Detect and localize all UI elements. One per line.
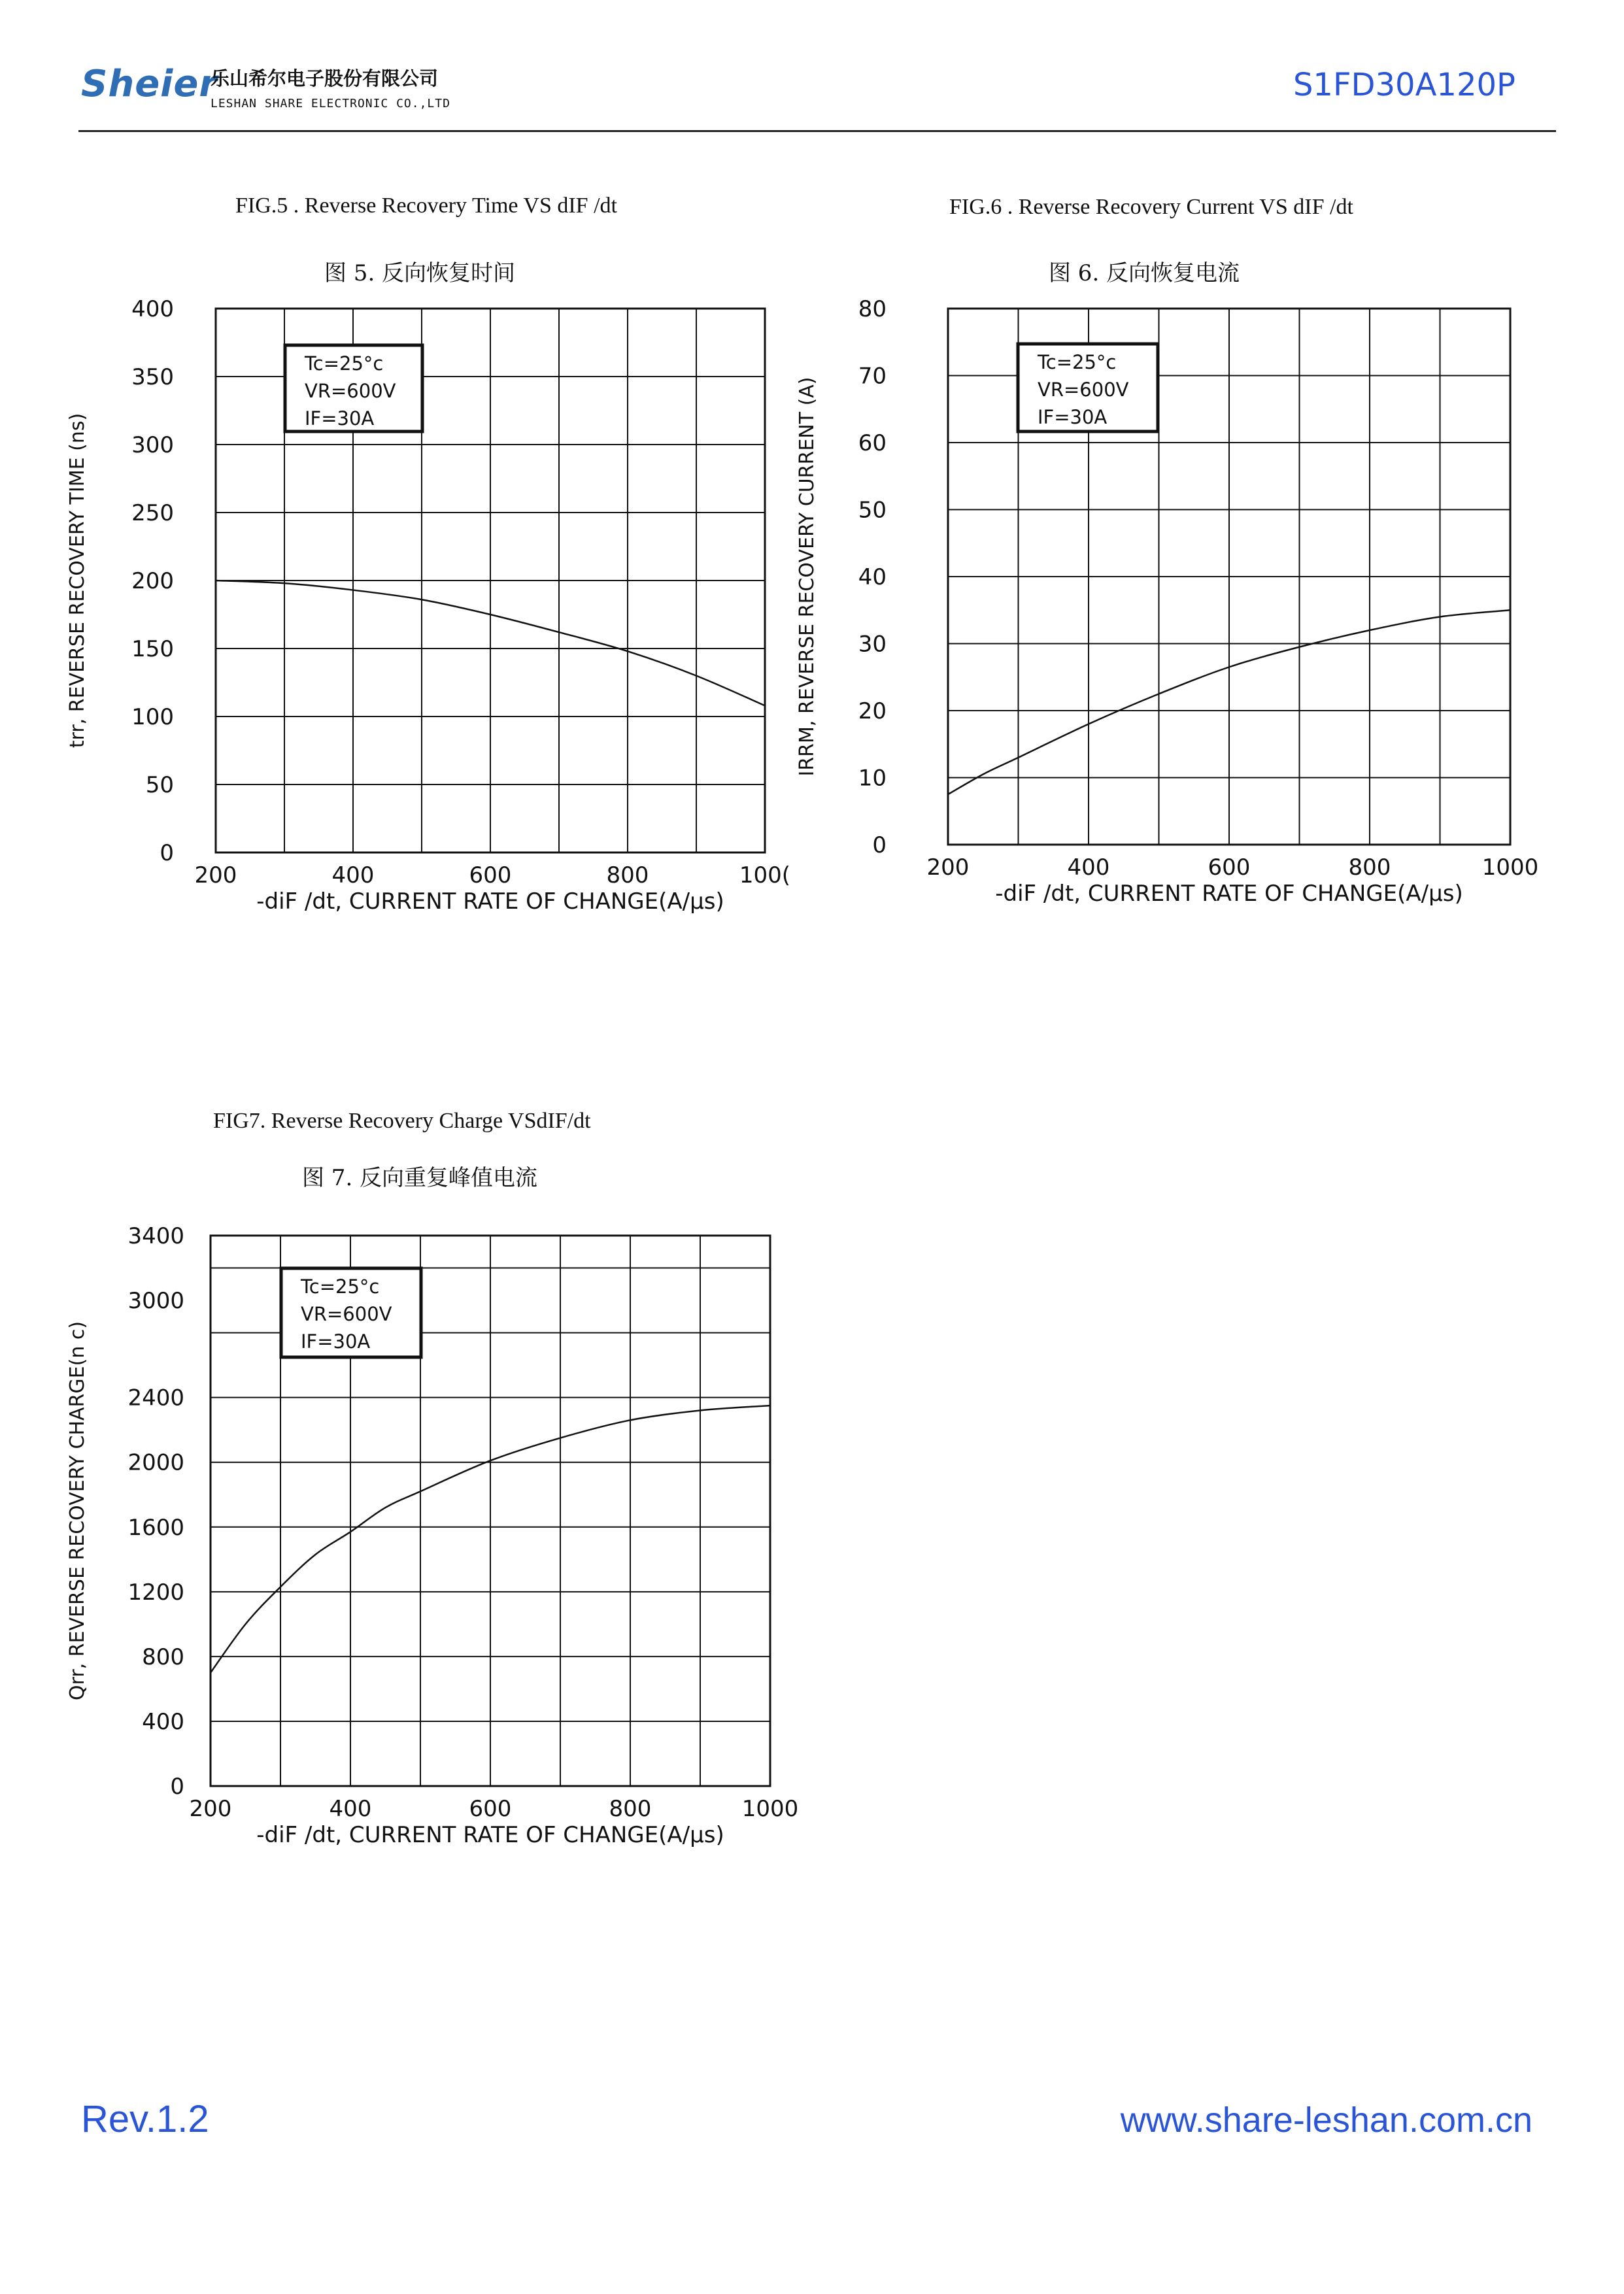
company-name-cn: 乐山希尔电子股份有限公司 xyxy=(211,67,439,90)
y-tick-label: 20 xyxy=(858,698,887,724)
y-tick-label: 30 xyxy=(858,631,887,658)
y-tick-label: 2000 xyxy=(127,1449,184,1476)
y-tick-label: 250 xyxy=(131,500,174,526)
x-tick-label: 1000 xyxy=(1481,854,1539,881)
y-tick-label: 40 xyxy=(858,564,887,590)
x-tick-label: 800 xyxy=(1348,854,1391,881)
x-tick-label: 800 xyxy=(606,862,649,888)
chart-fig5 xyxy=(66,296,790,915)
x-tick-label: 400 xyxy=(331,862,375,888)
y-tick-label: 400 xyxy=(131,296,174,322)
y-tick-label: 800 xyxy=(142,1644,184,1670)
x-tick-label: 200 xyxy=(194,862,237,888)
y-axis-label: trr, REVERSE RECOVERY TIME (ns) xyxy=(66,413,89,749)
condition-label: VR=600V xyxy=(1038,379,1129,401)
company-logo: Sheier xyxy=(81,63,218,105)
x-tick-label: 600 xyxy=(469,1796,512,1822)
x-axis-label: -diF /dt, CURRENT RATE OF CHANGE(A/μs) xyxy=(256,1822,724,1848)
x-tick-label: 400 xyxy=(329,1796,372,1822)
x-tick-label: 100( xyxy=(739,862,791,888)
x-tick-label: 200 xyxy=(189,1796,232,1822)
part-number: S1FD30A120P xyxy=(1293,67,1515,103)
chart-fig7 xyxy=(66,1223,798,1848)
condition-label: Tc=25°c xyxy=(1038,351,1117,373)
y-axis-label: IRRM, REVERSE RECOVERY CURRENT (A) xyxy=(796,377,819,777)
y-tick-label: 300 xyxy=(131,432,174,458)
chart-fig6 xyxy=(796,296,1538,907)
condition-label: IF=30A xyxy=(301,1330,371,1353)
condition-label: IF=30A xyxy=(1038,406,1108,428)
fig6-subtitle: 图 6. 反向恢复电流 xyxy=(1049,260,1240,286)
x-tick-label: 1000 xyxy=(741,1796,799,1822)
condition-label: VR=600V xyxy=(301,1303,392,1325)
condition-label: Tc=25°c xyxy=(305,352,384,375)
fig6-title: FIG.6 . Reverse Recovery Current VS dIF /dt xyxy=(949,195,1353,219)
y-axis-label: Qrr, REVERSE RECOVERY CHARGE(n c) xyxy=(66,1321,89,1701)
x-axis-label: -diF /dt, CURRENT RATE OF CHANGE(A/μs) xyxy=(995,881,1463,907)
y-tick-label: 150 xyxy=(131,636,174,662)
y-tick-label: 50 xyxy=(858,497,887,524)
x-tick-label: 600 xyxy=(469,862,512,888)
y-tick-label: 200 xyxy=(131,568,174,594)
y-tick-label: 400 xyxy=(142,1708,184,1735)
y-tick-label: 1600 xyxy=(127,1514,184,1541)
y-tick-label: 1200 xyxy=(127,1579,184,1606)
website-link[interactable]: www.share-leshan.com.cn xyxy=(1120,2100,1532,2140)
y-tick-label: 10 xyxy=(858,765,887,792)
fig7-subtitle: 图 7. 反向重复峰值电流 xyxy=(302,1165,538,1191)
fig7-title: FIG7. Reverse Recovery Charge VSdIF/dt xyxy=(213,1109,591,1133)
condition-label: IF=30A xyxy=(305,407,375,430)
x-tick-label: 800 xyxy=(609,1796,652,1822)
y-tick-label: 100 xyxy=(131,704,174,730)
fig5-subtitle: 图 5. 反向恢复时间 xyxy=(324,260,516,286)
x-axis-label: -diF /dt, CURRENT RATE OF CHANGE(A/μs) xyxy=(256,888,724,915)
revision-label: Rev.1.2 xyxy=(81,2098,209,2140)
y-tick-label: 80 xyxy=(858,296,887,322)
condition-label: VR=600V xyxy=(305,380,396,402)
x-tick-label: 600 xyxy=(1208,854,1251,881)
y-tick-label: 0 xyxy=(170,1774,184,1800)
y-tick-label: 350 xyxy=(131,364,174,390)
y-tick-label: 60 xyxy=(858,430,887,456)
y-tick-label: 0 xyxy=(872,832,887,858)
x-tick-label: 200 xyxy=(926,854,970,881)
company-name-en: LESHAN SHARE ELECTRONIC CO.,LTD xyxy=(211,97,450,110)
condition-label: Tc=25°c xyxy=(301,1275,380,1298)
y-tick-label: 70 xyxy=(858,363,887,390)
y-tick-label: 2400 xyxy=(127,1385,184,1411)
y-tick-label: 50 xyxy=(145,772,174,798)
y-tick-label: 0 xyxy=(160,840,174,866)
y-tick-label: 3000 xyxy=(127,1288,184,1315)
fig5-title: FIG.5 . Reverse Recovery Time VS dIF /dt xyxy=(235,194,617,218)
x-tick-label: 400 xyxy=(1067,854,1110,881)
y-tick-label: 3400 xyxy=(127,1223,184,1249)
